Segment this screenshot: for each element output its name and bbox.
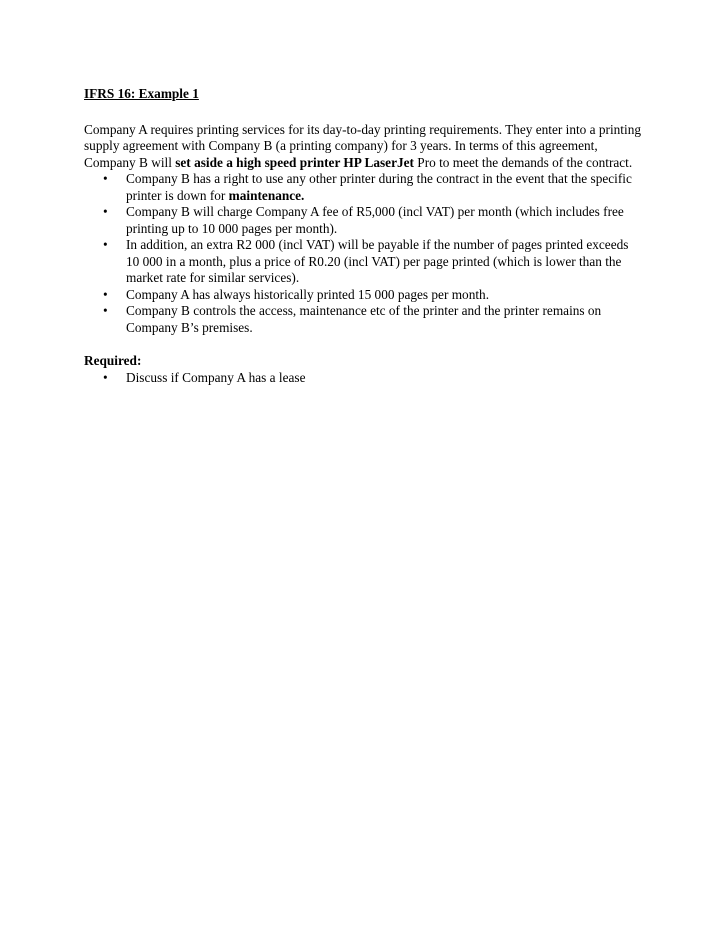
intro-bold-text: set aside a high speed printer HP LaserJet <box>175 154 414 170</box>
required-heading: Required: <box>84 353 142 368</box>
list-item-text: Company A has always historically printed 15 000 pages per month. <box>126 286 490 302</box>
list-item <box>84 237 644 287</box>
bullet-icon: • <box>103 204 108 219</box>
list-item-text: Company B controls the access, maintenance etc of the printer and the printer remains on Company B’s premises. <box>126 303 602 335</box>
bullet-icon: • <box>103 303 108 318</box>
intro-paragraph <box>84 122 644 172</box>
bullet-icon: • <box>103 171 108 186</box>
bullet-icon: • <box>103 237 108 252</box>
list-item <box>84 171 644 204</box>
facts-list <box>84 171 644 336</box>
list-item-text: Discuss if Company A has a lease <box>126 369 306 385</box>
bullet-icon: • <box>103 369 108 385</box>
list-item-text: Company B will charge Company A fee of R5,000 (incl VAT) per month (which includes free printing up to 10 000 pages per month). <box>126 204 624 236</box>
list-item-text: Company B has a right to use any other printer during the contract in the event that the specific printer is down for <box>126 171 632 203</box>
list-item-bold-text: maintenance. <box>228 187 305 203</box>
required-list <box>84 370 644 387</box>
intro-text-1: Company A requires printing services for its day-to-day printing requirements. They enter into a printing supply agreement with Company B (a printing company) for 3 years. In terms of this agreement, Company B will <box>84 121 641 170</box>
intro-text-2: Pro to meet the demands of the contract. <box>413 154 633 170</box>
document-content <box>84 86 644 386</box>
list-item <box>84 370 644 387</box>
list-item <box>84 204 644 237</box>
list-item <box>84 303 644 336</box>
bullet-icon: • <box>103 286 108 302</box>
list-item-text: In addition, an extra R2 000 (incl VAT) will be payable if the number of pages printed exceeds 10 000 in a month, plus a price of R0.20 (incl VAT) per page printed (which is lower than the market rate for similar services). <box>126 237 629 285</box>
list-item <box>84 287 644 304</box>
document-title: IFRS 16: Example 1 <box>84 86 199 101</box>
